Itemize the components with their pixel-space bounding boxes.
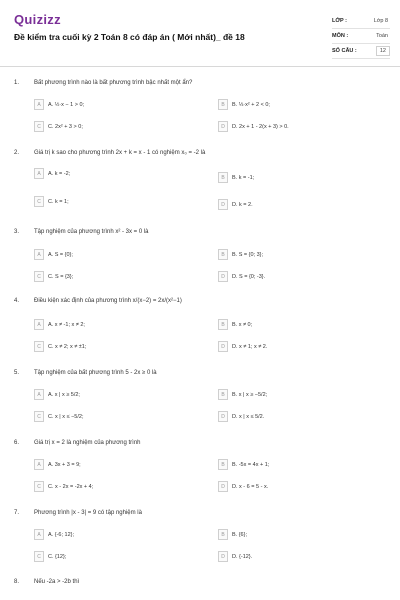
option-text: D. 2x + 1 - 2(x + 3) > 0. bbox=[232, 123, 289, 130]
option-b[interactable] bbox=[218, 319, 252, 330]
option-c[interactable] bbox=[34, 411, 83, 422]
meta-info bbox=[332, 14, 390, 59]
question-number: 8. bbox=[14, 579, 20, 585]
option-d[interactable] bbox=[218, 481, 268, 492]
option-b[interactable] bbox=[218, 529, 247, 540]
page-header bbox=[0, 0, 400, 64]
meta-label: MÔN : bbox=[332, 33, 349, 39]
brand-logo: Quizizz bbox=[14, 12, 61, 27]
option-letter-box: C bbox=[34, 271, 44, 282]
option-letter-box: B bbox=[218, 389, 228, 400]
option-letter-box: D bbox=[218, 121, 228, 132]
option-letter-box: A bbox=[34, 249, 44, 260]
option-letter-box: B bbox=[218, 459, 228, 470]
option-a[interactable] bbox=[34, 168, 70, 179]
option-text: D. k = 2. bbox=[232, 201, 253, 208]
option-d[interactable] bbox=[218, 199, 253, 210]
header-divider bbox=[0, 66, 400, 67]
option-b[interactable] bbox=[218, 249, 263, 260]
option-b[interactable] bbox=[218, 389, 267, 400]
question-text: Giá trị k sao cho phương trình 2x + k = x - 1 có nghiệm x₀ = -2 là bbox=[34, 150, 206, 156]
option-text: C. x ≠ 2; x ≠ ±1; bbox=[48, 343, 87, 350]
question-number: 2. bbox=[14, 150, 20, 156]
option-text: C. {12}; bbox=[48, 553, 67, 560]
option-letter-box: A bbox=[34, 389, 44, 400]
option-text: A. {-6; 12}; bbox=[48, 531, 74, 538]
option-text: C. x - 2x = -2x + 4; bbox=[48, 483, 94, 490]
question-text: Tập nghiệm của phương trình x² - 3x = 0 là bbox=[34, 229, 149, 235]
question-number: 1. bbox=[14, 80, 20, 86]
question-text: Tập nghiệm của bất phương trình 5 - 2x ≥ 0 là bbox=[34, 370, 157, 376]
option-text: B. k = -1; bbox=[232, 174, 255, 181]
option-b[interactable] bbox=[218, 459, 269, 470]
option-c[interactable] bbox=[34, 271, 73, 282]
option-letter-box: A bbox=[34, 459, 44, 470]
question-number: 3. bbox=[14, 229, 20, 235]
option-c[interactable] bbox=[34, 121, 83, 132]
meta-row-class bbox=[332, 14, 390, 29]
option-text: A. 3x + 3 = 9; bbox=[48, 461, 81, 468]
option-letter-box: C bbox=[34, 196, 44, 207]
option-c[interactable] bbox=[34, 341, 86, 352]
option-letter-box: D bbox=[218, 411, 228, 422]
meta-value: 12 bbox=[376, 46, 390, 56]
option-d[interactable] bbox=[218, 121, 289, 132]
option-text: D. x - 6 = 5 - x. bbox=[232, 483, 269, 490]
option-c[interactable] bbox=[34, 481, 93, 492]
option-text: A. S = {0}; bbox=[48, 251, 73, 258]
option-c[interactable] bbox=[34, 196, 69, 207]
option-letter-box: D bbox=[218, 551, 228, 562]
option-text: B. -5x = 4x + 1; bbox=[232, 461, 270, 468]
question-number: 7. bbox=[14, 510, 20, 516]
option-d[interactable] bbox=[218, 551, 252, 562]
option-letter-box: C bbox=[34, 481, 44, 492]
option-letter-box: D bbox=[218, 481, 228, 492]
option-text: A. x | x ≥ 5/2; bbox=[48, 391, 80, 398]
option-letter-box: A bbox=[34, 99, 44, 110]
question-text: Phương trình |x - 3| = 9 có tập nghiệm là bbox=[34, 510, 142, 516]
option-text: A. k = -2; bbox=[48, 170, 71, 177]
option-letter-box: A bbox=[34, 529, 44, 540]
option-text: C. x | x ≤ −5/2; bbox=[48, 413, 84, 420]
option-b[interactable] bbox=[218, 99, 270, 110]
option-d[interactable] bbox=[218, 271, 265, 282]
option-letter-box: B bbox=[218, 172, 228, 183]
option-letter-box: A bbox=[34, 319, 44, 330]
option-text: D. x ≠ 1; x ≠ 2. bbox=[232, 343, 268, 350]
option-text: C. 2x² + 3 > 0; bbox=[48, 123, 83, 130]
question-number: 6. bbox=[14, 440, 20, 446]
option-b[interactable] bbox=[218, 172, 254, 183]
page-title: Đề kiểm tra cuối kỳ 2 Toán 8 có đáp án ( Mới nhất)_ đề 18 bbox=[14, 32, 245, 42]
option-letter-box: B bbox=[218, 319, 228, 330]
question-number: 4. bbox=[14, 298, 20, 304]
option-letter-box: C bbox=[34, 341, 44, 352]
option-letter-box: D bbox=[218, 341, 228, 352]
meta-label: SỐ CÂU : bbox=[332, 48, 357, 54]
question-text: Nếu -2a > -2b thì bbox=[34, 579, 80, 585]
question-text: Điều kiện xác định của phương trình x/(x−2) = 2x/(x²−1) bbox=[34, 298, 182, 304]
meta-row-subject bbox=[332, 29, 390, 44]
option-text: B. ⅓·x² + 2 < 0; bbox=[232, 101, 270, 108]
question-text: Bất phương trình nào là bất phương trình bậc nhất một ẩn? bbox=[34, 80, 193, 86]
option-text: B. {6}; bbox=[232, 531, 247, 538]
option-letter-box: B bbox=[218, 99, 228, 110]
option-letter-box: C bbox=[34, 121, 44, 132]
meta-value: Lớp 8 bbox=[373, 18, 388, 24]
option-text: B. x | x ≥ −5/2; bbox=[232, 391, 268, 398]
option-text: D. {-12}. bbox=[232, 553, 253, 560]
option-d[interactable] bbox=[218, 341, 267, 352]
option-a[interactable] bbox=[34, 389, 80, 400]
option-a[interactable] bbox=[34, 249, 73, 260]
option-letter-box: A bbox=[34, 168, 44, 179]
option-a[interactable] bbox=[34, 529, 74, 540]
option-d[interactable] bbox=[218, 411, 264, 422]
option-text: B. S = {0; 3}; bbox=[232, 251, 264, 258]
option-letter-box: C bbox=[34, 411, 44, 422]
question-text: Giá trị x = 2 là nghiệm của phương trình bbox=[34, 440, 141, 446]
option-letter-box: C bbox=[34, 551, 44, 562]
option-text: A. ½·x − 1 > 0; bbox=[48, 101, 85, 108]
option-text: A. x ≠ -1; x ≠ 2; bbox=[48, 321, 85, 328]
option-text: D. x | x ≤ 5/2. bbox=[232, 413, 265, 420]
option-a[interactable] bbox=[34, 319, 85, 330]
meta-label: LỚP : bbox=[332, 18, 347, 24]
option-a[interactable] bbox=[34, 459, 81, 470]
option-text: B. x ≠ 0; bbox=[232, 321, 253, 328]
option-text: C. k = 1; bbox=[48, 198, 69, 205]
option-letter-box: D bbox=[218, 271, 228, 282]
meta-value: Toán bbox=[376, 33, 388, 39]
option-letter-box: B bbox=[218, 529, 228, 540]
option-text: C. S = {3}; bbox=[48, 273, 74, 280]
option-c[interactable] bbox=[34, 551, 66, 562]
option-letter-box: B bbox=[218, 249, 228, 260]
question-number: 5. bbox=[14, 370, 20, 376]
option-text: D. S = {0; -3}. bbox=[232, 273, 266, 280]
meta-row-count bbox=[332, 44, 390, 59]
option-a[interactable] bbox=[34, 99, 84, 110]
option-letter-box: D bbox=[218, 199, 228, 210]
